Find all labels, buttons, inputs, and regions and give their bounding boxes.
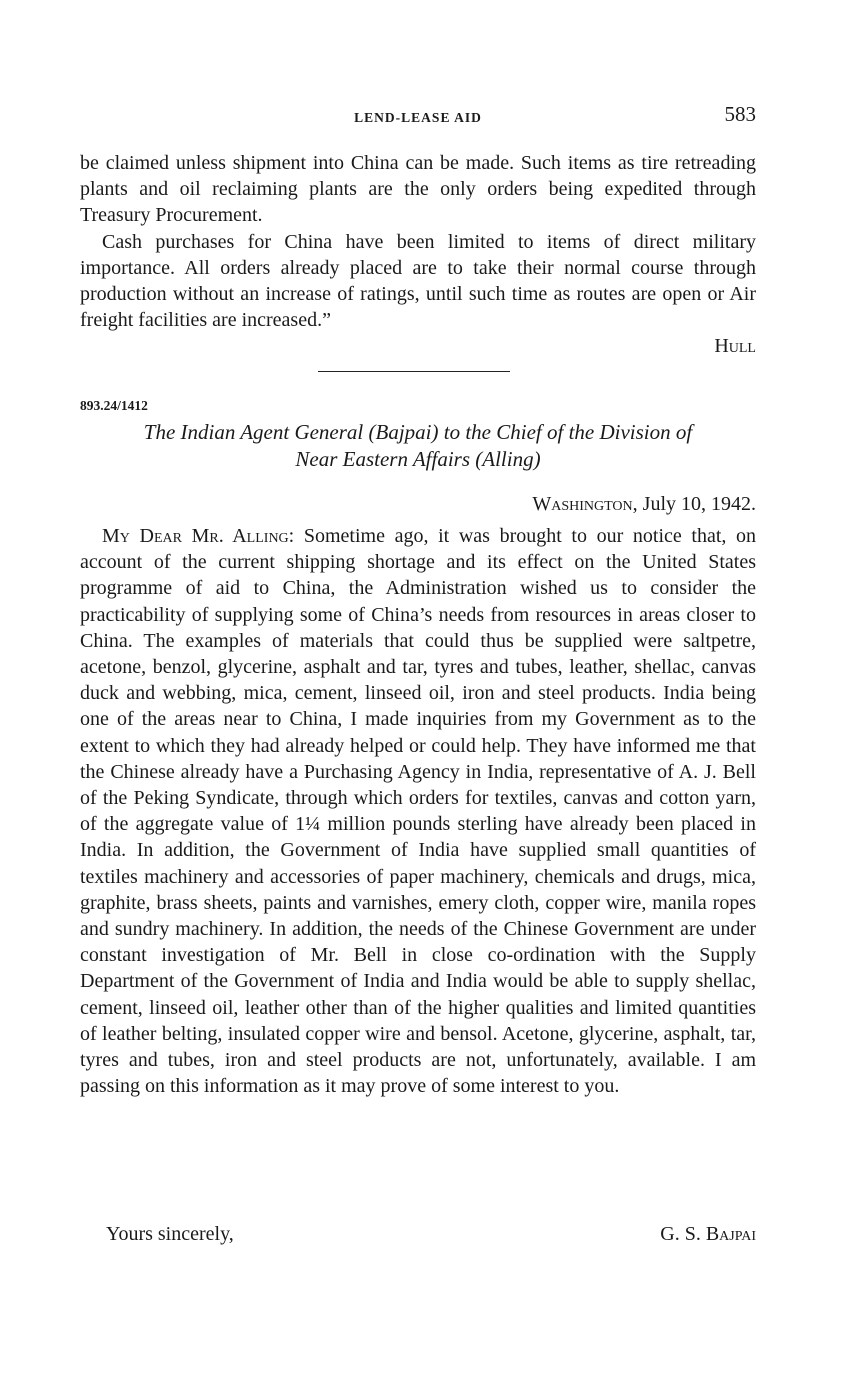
running-title: LEND-LEASE AID [354,110,482,125]
dateline-date: July 10, 1942. [642,493,756,515]
letter-body [80,523,756,1099]
page-number: 583 [724,102,756,126]
letter-paragraph [80,523,756,1099]
dateline-place: Washington, [532,493,638,515]
continued-paragraph: be claimed unless shipment into China can be made. Such items as tire retreading plants and oil reclaiming plants are the only orders being expedited through Treasury Procurement. [80,152,756,227]
section-divider [318,371,510,372]
dateline [80,493,756,516]
document-title-line-1: The Indian Agent General (Bajpai) to the Chief of the Division of [143,420,693,444]
document-title [80,419,756,473]
file-number: 893.24/1412 [80,398,148,413]
complimentary-close: Yours sincerely, [106,1223,234,1245]
document-title-line-2: Near Eastern Affairs (Alling) [295,447,541,471]
letter-body-text: Sometime ago, it was brought to our notice that, on account of the current shipping shortage and its effect on the United States programme of aid to China, the Administration wished us to consider the practicability of supplying some of China’s needs from resources in areas closer to China. The examples of materials that could thus be supplied were saltpetre, acetone, benzol, glycerine, asphalt and tar, tyres and tubes, leather, shellac, canvas duck and webbing, mica, cement, linseed oil, iron and steel products. India being one of the areas near to China, I made inquiries from my Government as to the extent to which they had already helped or could help. They have informed me that the Chinese already have a Purchasing Agency in India, representative of A. J. Bell of the Peking Syndicate, through which orders for textiles, canvas and cotton yarn, of the aggregate value of 1¼ million pounds sterling have already been placed in India. In addition, the Government of India have supplied small quantities of textiles machinery and accessories of paper machinery, chemicals and drugs, mica, graphite, brass sheets, paints and varnishes, emery cloth, copper wire, manila ropes and sundry machinery. In addition, the needs of the Chinese Government are under constant investigation of Mr. Bell in close co-ordination with the Supply Department of the Government of India and India would be able to supply shellac, cement, linseed oil, leather other than of the higher qualities and limited quantities of leather belting, insulated copper wire and bensol. Acetone, glycerine, asphalt, tar, tyres and tubes, iron and steel products are not, unfortunately, available. I am passing on this information as it may prove of some interest to you. [80,525,757,1098]
signer-name: G. S. Bajpai [660,1223,756,1245]
signature: Hull [714,335,756,358]
previous-document-text [80,150,756,360]
page-header [80,100,756,136]
letter-closing [80,1223,756,1251]
paragraph: Cash purchases for China have been limited to items of direct military importance. All orders already placed are to take their normal course through production without an increase of ratings, until such time as routes are open or Air freight facilities are increased.” [80,230,756,332]
salutation: My Dear Mr. Alling: [102,525,295,547]
